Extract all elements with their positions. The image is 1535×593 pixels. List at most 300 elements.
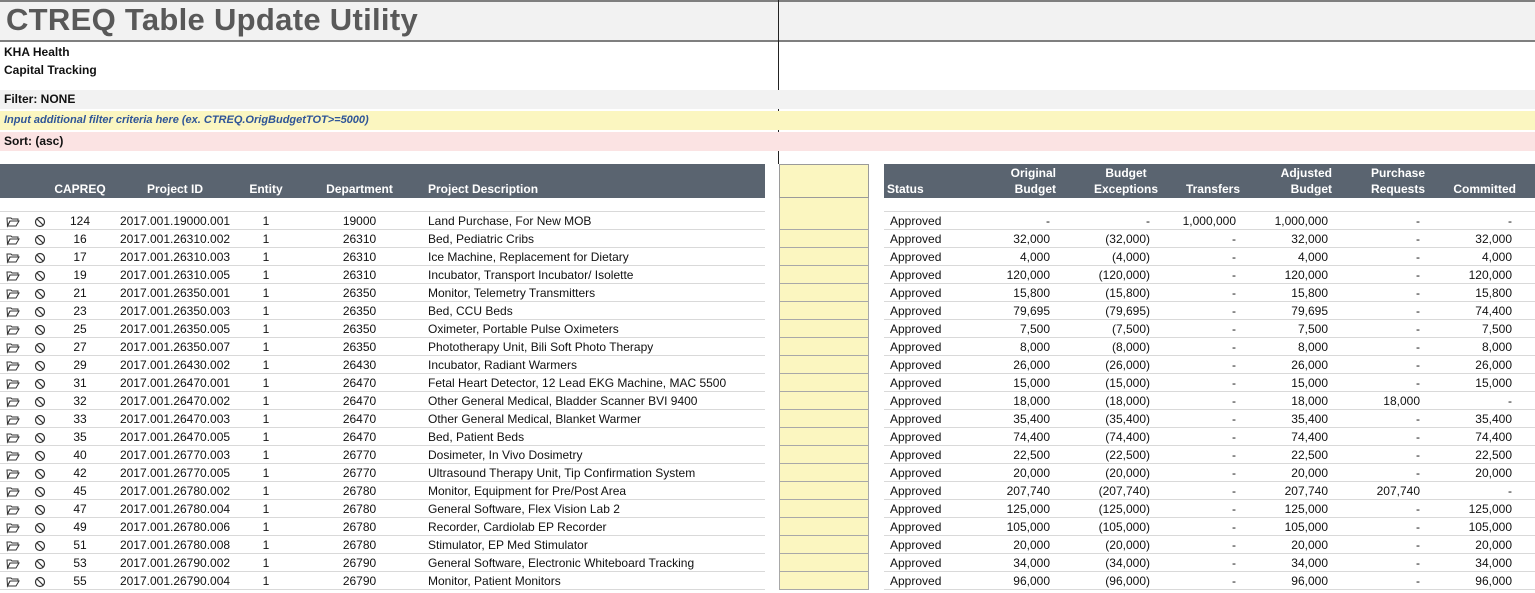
cell-budget-exceptions: (32,000) (1105, 232, 1150, 246)
cell-budget-exceptions: (74,400) (1105, 430, 1150, 444)
cell-transfers: - (1232, 340, 1236, 354)
cell-project-id: 2017.001.26780.004 (119, 502, 231, 516)
row-gridline (0, 589, 765, 590)
cell-department: 26470 (342, 430, 377, 444)
cancel-circle-icon[interactable] (34, 251, 48, 263)
cell-budget-exceptions: (15,800) (1105, 286, 1150, 300)
cancel-circle-icon[interactable] (34, 413, 48, 425)
cell-project-id: 2017.001.26350.003 (119, 304, 231, 318)
cell-capreq: 42 (73, 466, 87, 480)
cancel-circle-icon[interactable] (34, 359, 48, 371)
cell-adjusted-budget: 32,000 (1291, 232, 1328, 246)
cell-status: Approved (890, 466, 942, 480)
cell-budget-exceptions: (22,500) (1105, 448, 1150, 462)
folder-open-icon[interactable] (6, 395, 20, 407)
org-subtitle: Capital Tracking (4, 63, 97, 77)
entry-cell[interactable] (779, 356, 869, 374)
cell-status: Approved (890, 556, 942, 570)
cell-description: Monitor, Telemetry Transmitters (428, 286, 596, 300)
folder-open-icon[interactable] (6, 323, 20, 335)
entry-cell[interactable] (779, 374, 869, 392)
cell-capreq: 49 (73, 520, 87, 534)
folder-open-icon[interactable] (6, 377, 20, 389)
filter-input-band[interactable] (0, 111, 1535, 130)
cell-status: Approved (890, 412, 942, 426)
cell-capreq: 35 (73, 430, 87, 444)
cell-entity: 1 (262, 304, 270, 318)
col-purchase-line2[interactable]: Requests (1370, 182, 1426, 196)
cell-description: Bed, Pediatric Cribs (428, 232, 535, 246)
entry-cell[interactable] (779, 428, 869, 446)
cell-adjusted-budget: 4,000 (1297, 250, 1328, 264)
cell-project-id: 2017.001.26350.005 (119, 322, 231, 336)
folder-open-icon[interactable] (6, 449, 20, 461)
cell-entity: 1 (262, 430, 270, 444)
cell-budget-exceptions: (96,000) (1105, 574, 1150, 588)
cell-project-id: 2017.001.26470.005 (119, 430, 231, 444)
cell-transfers: - (1232, 232, 1236, 246)
cell-entity: 1 (262, 484, 270, 498)
cell-project-id: 2017.001.26350.001 (119, 286, 231, 300)
cell-original-budget: 15,000 (1013, 376, 1050, 390)
cell-entity: 1 (262, 556, 270, 570)
cell-adjusted-budget: 79,695 (1291, 304, 1328, 318)
table-row[interactable] (0, 554, 1535, 572)
table-row[interactable] (0, 500, 1535, 518)
cell-budget-exceptions: (105,000) (1098, 520, 1150, 534)
entry-cell[interactable] (779, 392, 869, 410)
folder-open-icon[interactable] (6, 305, 20, 317)
cell-original-budget: 35,400 (1013, 412, 1050, 426)
folder-open-icon[interactable] (6, 575, 20, 587)
cell-status: Approved (890, 574, 942, 588)
cell-capreq: 33 (73, 412, 87, 426)
cell-committed: 22,500 (1475, 448, 1512, 462)
col-status[interactable]: Status (887, 182, 924, 196)
cell-purchase-requests: - (1416, 304, 1420, 318)
col-orig-budget-line1[interactable]: Original (1010, 166, 1056, 180)
table-row[interactable] (0, 230, 1535, 248)
sort-band (0, 132, 1535, 151)
cell-committed: 74,400 (1475, 304, 1512, 318)
cell-project-id: 2017.001.26310.005 (119, 268, 231, 282)
cell-entity: 1 (262, 376, 270, 390)
cell-status: Approved (890, 268, 942, 282)
cell-description: Other General Medical, Bladder Scanner BVI 9400 (428, 394, 698, 408)
cell-project-id: 2017.001.26780.008 (119, 538, 231, 552)
cell-project-id: 2017.001.26310.003 (119, 250, 231, 264)
cancel-circle-icon[interactable] (34, 431, 48, 443)
cell-description: Dosimeter, In Vivo Dosimetry (428, 448, 583, 462)
cell-budget-exceptions: (18,000) (1105, 394, 1150, 408)
cell-purchase-requests: - (1416, 232, 1420, 246)
cell-transfers: - (1232, 412, 1236, 426)
cell-project-id: 2017.001.26350.007 (119, 340, 231, 354)
cell-capreq: 124 (69, 214, 91, 228)
cancel-circle-icon[interactable] (34, 557, 48, 569)
sort-label: Sort: (asc) (4, 134, 64, 148)
cell-budget-exceptions: (7,500) (1111, 322, 1150, 336)
cell-transfers: - (1232, 556, 1236, 570)
col-purchase-line1[interactable]: Purchase (1370, 166, 1426, 180)
cell-status: Approved (890, 520, 942, 534)
org-name: KHA Health (4, 45, 70, 59)
cell-description: Ultrasound Therapy Unit, Tip Confirmation System (428, 466, 696, 480)
cell-description: Monitor, Patient Monitors (428, 574, 561, 588)
cell-capreq: 25 (73, 322, 87, 336)
cancel-circle-icon[interactable] (34, 521, 48, 533)
cell-entity: 1 (262, 268, 270, 282)
table-row[interactable] (0, 320, 1535, 338)
cell-original-budget: 79,695 (1013, 304, 1050, 318)
table-row[interactable] (0, 284, 1535, 302)
row-gridline (884, 589, 1535, 590)
cell-budget-exceptions: - (1146, 214, 1150, 228)
cell-entity: 1 (262, 466, 270, 480)
cell-department: 26350 (342, 322, 377, 336)
cell-purchase-requests: - (1416, 340, 1420, 354)
cell-entity: 1 (262, 538, 270, 552)
table-row[interactable] (0, 464, 1535, 482)
cell-adjusted-budget: 125,000 (1284, 502, 1328, 516)
cell-purchase-requests: 18,000 (1383, 394, 1420, 408)
cell-status: Approved (890, 484, 942, 498)
table-header-left (0, 164, 765, 198)
cancel-circle-icon[interactable] (34, 395, 48, 407)
cell-project-id: 2017.001.26790.002 (119, 556, 231, 570)
cell-status: Approved (890, 448, 942, 462)
cancel-circle-icon[interactable] (34, 305, 48, 317)
folder-open-icon[interactable] (6, 467, 20, 479)
cell-budget-exceptions: (20,000) (1105, 466, 1150, 480)
cell-original-budget: 7,500 (1019, 322, 1050, 336)
cell-entity: 1 (262, 574, 270, 588)
entry-column-spacer (779, 198, 869, 212)
col-capreq[interactable]: CAPREQ (54, 182, 106, 196)
cell-committed: 8,000 (1481, 340, 1512, 354)
entry-cell[interactable] (779, 284, 869, 302)
cell-transfers: - (1232, 466, 1236, 480)
cell-original-budget: 4,000 (1019, 250, 1050, 264)
cancel-circle-icon[interactable] (34, 323, 48, 335)
col-committed[interactable]: Committed (1453, 182, 1516, 196)
entry-column-header[interactable] (779, 164, 869, 198)
col-description[interactable]: Project Description (428, 182, 539, 196)
cell-purchase-requests: - (1416, 574, 1420, 588)
cell-status: Approved (890, 394, 942, 408)
folder-open-icon[interactable] (6, 413, 20, 425)
table-row[interactable] (0, 536, 1535, 554)
table-row[interactable] (0, 374, 1535, 392)
cell-project-id: 2017.001.26470.003 (119, 412, 231, 426)
folder-open-icon[interactable] (6, 251, 20, 263)
cell-entity: 1 (262, 520, 270, 534)
cell-department: 26470 (342, 376, 377, 390)
cell-purchase-requests: - (1416, 268, 1420, 282)
cell-status: Approved (890, 286, 942, 300)
cell-project-id: 2017.001.26770.003 (119, 448, 231, 462)
cell-transfers: - (1232, 250, 1236, 264)
cell-department: 26770 (342, 466, 377, 480)
entry-cell[interactable] (779, 302, 869, 320)
cell-department: 19000 (342, 214, 377, 228)
cell-transfers: - (1232, 322, 1236, 336)
cell-committed: 34,000 (1475, 556, 1512, 570)
folder-open-icon[interactable] (6, 431, 20, 443)
cell-description: General Software, Flex Vision Lab 2 (428, 502, 620, 516)
col-entity[interactable]: Entity (249, 182, 283, 196)
table-row[interactable] (0, 410, 1535, 428)
cell-entity: 1 (262, 232, 270, 246)
cell-capreq: 17 (73, 250, 87, 264)
folder-open-icon[interactable] (6, 557, 20, 569)
entry-cell[interactable] (779, 554, 869, 572)
cell-original-budget: 207,740 (1006, 484, 1050, 498)
entry-cell[interactable] (779, 230, 869, 248)
col-orig-budget-line2[interactable]: Budget (1014, 182, 1056, 196)
cell-project-id: 2017.001.26430.002 (119, 358, 231, 372)
table-row[interactable] (0, 356, 1535, 374)
cell-committed: 26,000 (1475, 358, 1512, 372)
cancel-circle-icon[interactable] (34, 233, 48, 245)
col-transfers[interactable]: Transfers (1185, 182, 1240, 196)
cell-department: 26350 (342, 286, 377, 300)
cell-adjusted-budget: 207,740 (1284, 484, 1328, 498)
table-header-right (884, 164, 1535, 198)
table-row[interactable] (0, 482, 1535, 500)
cell-entity: 1 (262, 250, 270, 264)
cell-entity: 1 (262, 340, 270, 354)
cell-committed: 20,000 (1475, 466, 1512, 480)
cancel-circle-icon[interactable] (34, 269, 48, 281)
cell-status: Approved (890, 502, 942, 516)
entry-cell[interactable] (779, 320, 869, 338)
cell-original-budget: 26,000 (1013, 358, 1050, 372)
cell-department: 26780 (342, 538, 377, 552)
table-row[interactable] (0, 266, 1535, 284)
cell-capreq: 47 (73, 502, 87, 516)
entry-cell[interactable] (779, 212, 869, 230)
folder-open-icon[interactable] (6, 485, 20, 497)
cell-adjusted-budget: 7,500 (1297, 322, 1328, 336)
cancel-circle-icon[interactable] (34, 215, 48, 227)
entry-cell[interactable] (779, 410, 869, 428)
cell-purchase-requests: - (1416, 502, 1420, 516)
cell-budget-exceptions: (34,000) (1105, 556, 1150, 570)
cell-adjusted-budget: 105,000 (1284, 520, 1328, 534)
cell-original-budget: 15,800 (1013, 286, 1050, 300)
cell-adjusted-budget: 35,400 (1291, 412, 1328, 426)
cell-committed: - (1508, 484, 1512, 498)
cell-purchase-requests: - (1416, 322, 1420, 336)
cell-committed: 120,000 (1468, 268, 1512, 282)
table-row[interactable] (0, 518, 1535, 536)
cell-department: 26470 (342, 412, 377, 426)
entry-cell[interactable] (779, 536, 869, 554)
cell-description: General Software, Electronic Whiteboard Tracking (428, 556, 695, 570)
filter-band (0, 90, 1535, 109)
table-row[interactable] (0, 446, 1535, 464)
cell-purchase-requests: - (1416, 250, 1420, 264)
cell-budget-exceptions: (15,000) (1105, 376, 1150, 390)
cell-status: Approved (890, 250, 942, 264)
entry-cell[interactable] (779, 338, 869, 356)
cell-purchase-requests: - (1416, 538, 1420, 552)
table-row[interactable] (0, 428, 1535, 446)
cell-project-id: 2017.001.26780.006 (119, 520, 231, 534)
cell-capreq: 31 (73, 376, 87, 390)
cell-description: Recorder, Cardiolab EP Recorder (428, 520, 607, 534)
cell-description: Monitor, Equipment for Pre/Post Area (428, 484, 627, 498)
cell-capreq: 45 (73, 484, 87, 498)
app-title: CTREQ Table Update Utility (6, 2, 418, 37)
cell-committed: 20,000 (1475, 538, 1512, 552)
cell-department: 26770 (342, 448, 377, 462)
table-row[interactable] (0, 338, 1535, 356)
cell-original-budget: 22,500 (1013, 448, 1050, 462)
cell-status: Approved (890, 376, 942, 390)
cell-transfers: - (1232, 268, 1236, 282)
entry-cell[interactable] (779, 518, 869, 536)
cancel-circle-icon[interactable] (34, 467, 48, 479)
cell-capreq: 27 (73, 340, 87, 354)
folder-open-icon[interactable] (6, 521, 20, 533)
cell-budget-exceptions: (120,000) (1098, 268, 1150, 282)
col-exceptions-line1[interactable]: Budget (1105, 166, 1147, 180)
entry-cell[interactable] (779, 446, 869, 464)
cell-entity: 1 (262, 502, 270, 516)
cell-purchase-requests: - (1416, 430, 1420, 444)
cell-adjusted-budget: 18,000 (1291, 394, 1328, 408)
cell-status: Approved (890, 340, 942, 354)
cell-status: Approved (890, 304, 942, 318)
cell-original-budget: 32,000 (1013, 232, 1050, 246)
cell-capreq: 51 (73, 538, 87, 552)
table-row[interactable] (0, 248, 1535, 266)
cell-capreq: 21 (73, 286, 87, 300)
cell-department: 26790 (342, 556, 377, 570)
cell-transfers: - (1232, 358, 1236, 372)
cell-committed: - (1508, 394, 1512, 408)
table-row[interactable] (0, 572, 1535, 590)
entry-cell[interactable] (779, 500, 869, 518)
cell-adjusted-budget: 120,000 (1284, 268, 1328, 282)
cell-adjusted-budget: 15,800 (1291, 286, 1328, 300)
entry-cell[interactable] (779, 482, 869, 500)
folder-open-icon[interactable] (6, 269, 20, 281)
cancel-circle-icon[interactable] (34, 539, 48, 551)
cell-capreq: 29 (73, 358, 87, 372)
cell-description: Phototherapy Unit, Bili Soft Photo Therapy (428, 340, 654, 354)
cell-capreq: 16 (73, 232, 87, 246)
folder-open-icon[interactable] (6, 359, 20, 371)
cell-purchase-requests: - (1416, 412, 1420, 426)
entry-cell[interactable] (779, 266, 869, 284)
cell-department: 26350 (342, 340, 377, 354)
cell-budget-exceptions: (4,000) (1111, 250, 1150, 264)
cell-committed: 15,000 (1475, 376, 1512, 390)
cell-budget-exceptions: (26,000) (1105, 358, 1150, 372)
cell-committed: 15,800 (1475, 286, 1512, 300)
entry-cell[interactable] (779, 572, 869, 590)
cell-committed: 105,000 (1468, 520, 1512, 534)
cell-committed: 35,400 (1475, 412, 1512, 426)
entry-cell[interactable] (779, 248, 869, 266)
cell-department: 26780 (342, 502, 377, 516)
entry-cell[interactable] (779, 464, 869, 482)
col-adjusted-line1[interactable]: Adjusted (1280, 166, 1332, 180)
cell-original-budget: 20,000 (1013, 538, 1050, 552)
cell-original-budget: 34,000 (1013, 556, 1050, 570)
cell-description: Oximeter, Portable Pulse Oximeters (428, 322, 619, 336)
cell-status: Approved (890, 358, 942, 372)
cell-description: Bed, CCU Beds (428, 304, 513, 318)
cell-transfers: - (1232, 574, 1236, 588)
cell-adjusted-budget: 74,400 (1291, 430, 1328, 444)
table-row[interactable] (0, 212, 1535, 230)
cell-project-id: 2017.001.26780.002 (119, 484, 231, 498)
cancel-circle-icon[interactable] (34, 485, 48, 497)
folder-open-icon[interactable] (6, 341, 20, 353)
cell-status: Approved (890, 232, 942, 246)
cell-transfers: - (1232, 448, 1236, 462)
cell-capreq: 53 (73, 556, 87, 570)
col-exceptions-line2[interactable]: Exceptions (1093, 182, 1159, 196)
cell-department: 26780 (342, 484, 377, 498)
table-row[interactable] (0, 302, 1535, 320)
cell-original-budget: 20,000 (1013, 466, 1050, 480)
cell-department: 26310 (342, 250, 377, 264)
cancel-circle-icon[interactable] (34, 449, 48, 461)
cell-adjusted-budget: 20,000 (1291, 538, 1328, 552)
folder-open-icon[interactable] (6, 539, 20, 551)
cell-entity: 1 (262, 286, 270, 300)
cell-project-id: 2017.001.19000.001 (119, 214, 231, 228)
filter-criteria-input[interactable]: Input additional filter criteria here (ex. CTREQ.OrigBudgetTOT>=5000) (4, 114, 369, 126)
folder-open-icon[interactable] (6, 287, 20, 299)
col-department[interactable]: Department (326, 182, 393, 196)
cell-department: 26310 (342, 232, 377, 246)
col-adjusted-line2[interactable]: Budget (1290, 182, 1332, 196)
folder-open-icon[interactable] (6, 233, 20, 245)
cell-transfers: - (1232, 394, 1236, 408)
cancel-circle-icon[interactable] (34, 287, 48, 299)
cell-committed: 4,000 (1481, 250, 1512, 264)
cell-description: Incubator, Transport Incubator/ Isolette (428, 268, 634, 282)
cell-entity: 1 (262, 358, 270, 372)
cell-adjusted-budget: 96,000 (1291, 574, 1328, 588)
cancel-circle-icon[interactable] (34, 377, 48, 389)
cancel-circle-icon[interactable] (34, 341, 48, 353)
cancel-circle-icon[interactable] (34, 503, 48, 515)
cell-original-budget: 105,000 (1006, 520, 1050, 534)
cell-budget-exceptions: (8,000) (1111, 340, 1150, 354)
cell-department: 26430 (342, 358, 377, 372)
folder-open-icon[interactable] (6, 215, 20, 227)
cancel-circle-icon[interactable] (34, 575, 48, 587)
cell-committed: 7,500 (1481, 322, 1512, 336)
table-row[interactable] (0, 392, 1535, 410)
cell-department: 26310 (342, 268, 377, 282)
cell-purchase-requests: - (1416, 466, 1420, 480)
folder-open-icon[interactable] (6, 503, 20, 515)
cell-budget-exceptions: (20,000) (1105, 538, 1150, 552)
col-project-id[interactable]: Project ID (146, 182, 203, 196)
cell-project-id: 2017.001.26770.005 (119, 466, 231, 480)
cell-committed: 125,000 (1468, 502, 1512, 516)
cell-status: Approved (890, 430, 942, 444)
cell-transfers: - (1232, 502, 1236, 516)
